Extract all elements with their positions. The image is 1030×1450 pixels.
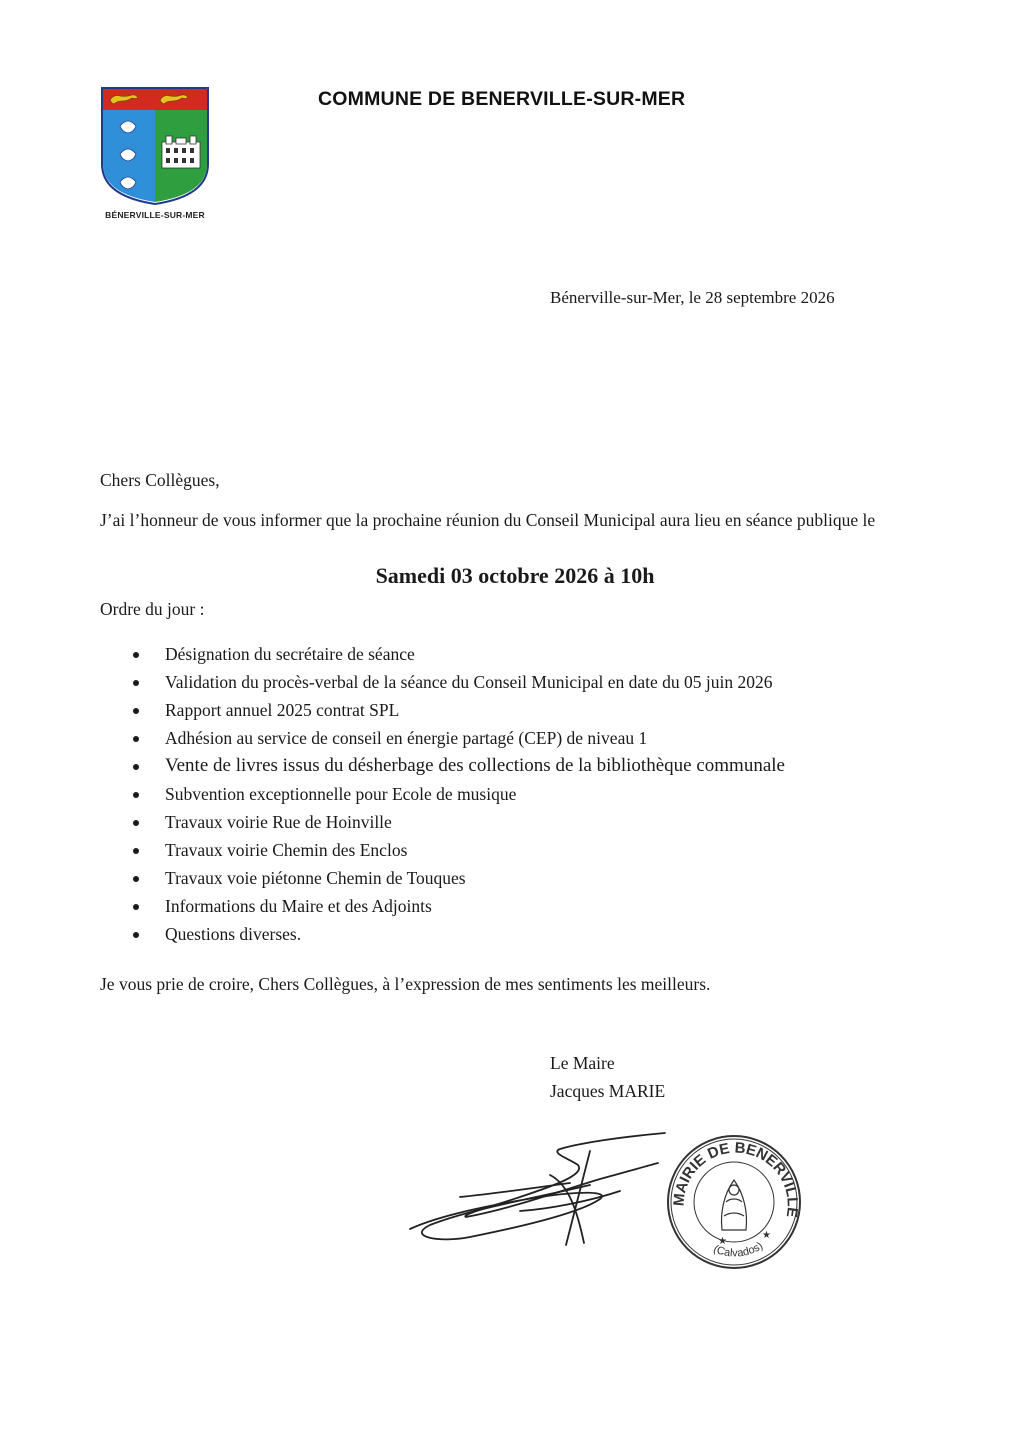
bullet-icon [133,848,139,854]
agenda-item-text: Désignation du secrétaire de séance [165,644,415,664]
bullet-icon [133,764,139,770]
meeting-date-text: Samedi 03 octobre 2026 à 10h [375,563,655,588]
closing-line: Je vous prie de croire, Chers Collègues, à l’expression de mes sentiments les meilleurs. [100,974,711,994]
agenda-item [100,724,785,752]
bullet-icon [133,652,139,658]
agenda-item [100,696,785,724]
intro-paragraph: J’ai l’honneur de vous informer que la prochaine réunion du Conseil Municipal aura lieu en séance publique le [100,510,876,530]
crest-caption: BÉNERVILLE-SUR-MER [105,210,205,220]
agenda-item [100,640,785,668]
agenda-list [100,640,785,948]
bullet-icon [133,792,139,798]
stamp-text-top: MAIRIE DE BENERVILLE [670,1139,801,1219]
agenda-item-text: Rapport annuel 2025 contrat SPL [165,700,400,720]
agenda-label: Ordre du jour : [100,599,205,619]
agenda-item-text: Travaux voirie Rue de Hoinville [165,812,392,832]
stamp-text-bottom: (Calvados) [711,1239,766,1260]
agenda-item [100,780,785,808]
commune-title: COMMUNE DE BENERVILLE-SUR-MER [318,88,686,110]
agenda-item-text: Informations du Maire et des Adjoints [165,896,432,916]
agenda-item [100,864,785,892]
agenda-item-text: Vente de livres issus du désherbage des collections de la bibliothèque communale [165,755,785,776]
svg-text:★: ★ [762,1230,771,1241]
handwritten-signature [400,1125,700,1265]
salutation: Chers Collègues, [100,470,220,490]
agenda-item [100,892,785,920]
agenda-item [100,752,785,780]
bullet-icon [133,876,139,882]
agenda-item [100,808,785,836]
mairie-stamp [664,1132,804,1272]
agenda-item [100,668,785,696]
svg-text:MAIRIE DE BENERVILLE-SUR-MER [664,1132,801,1218]
bullet-icon [133,708,139,714]
agenda-item-text: Travaux voie piétonne Chemin de Touques [165,868,466,888]
signatory-name: Jacques MARIE [550,1081,666,1101]
bullet-icon [133,904,139,910]
bullet-icon [133,932,139,938]
agenda-item [100,836,785,864]
agenda-item-text: Adhésion au service de conseil en énergie partagé (CEP) de niveau 1 [165,728,648,748]
meeting-date [0,563,1030,589]
agenda-item-text: Validation du procès-verbal de la séance du Conseil Municipal en date du 05 juin 2026 [165,672,773,692]
date-line: Bénerville-sur-Mer, le 28 septembre 2026 [550,288,835,307]
signatory-title: Le Maire [550,1053,615,1073]
agenda-item [100,920,785,948]
bullet-icon [133,680,139,686]
agenda-item-text: Questions diverses. [165,924,302,944]
bullet-icon [133,736,139,742]
agenda-item-text: Travaux voirie Chemin des Enclos [165,840,408,860]
svg-text:★: ★ [718,1236,727,1247]
bullet-icon [133,820,139,826]
agenda-item-text: Subvention exceptionnelle pour Ecole de musique [165,784,517,804]
coat-of-arms-logo [100,86,210,206]
